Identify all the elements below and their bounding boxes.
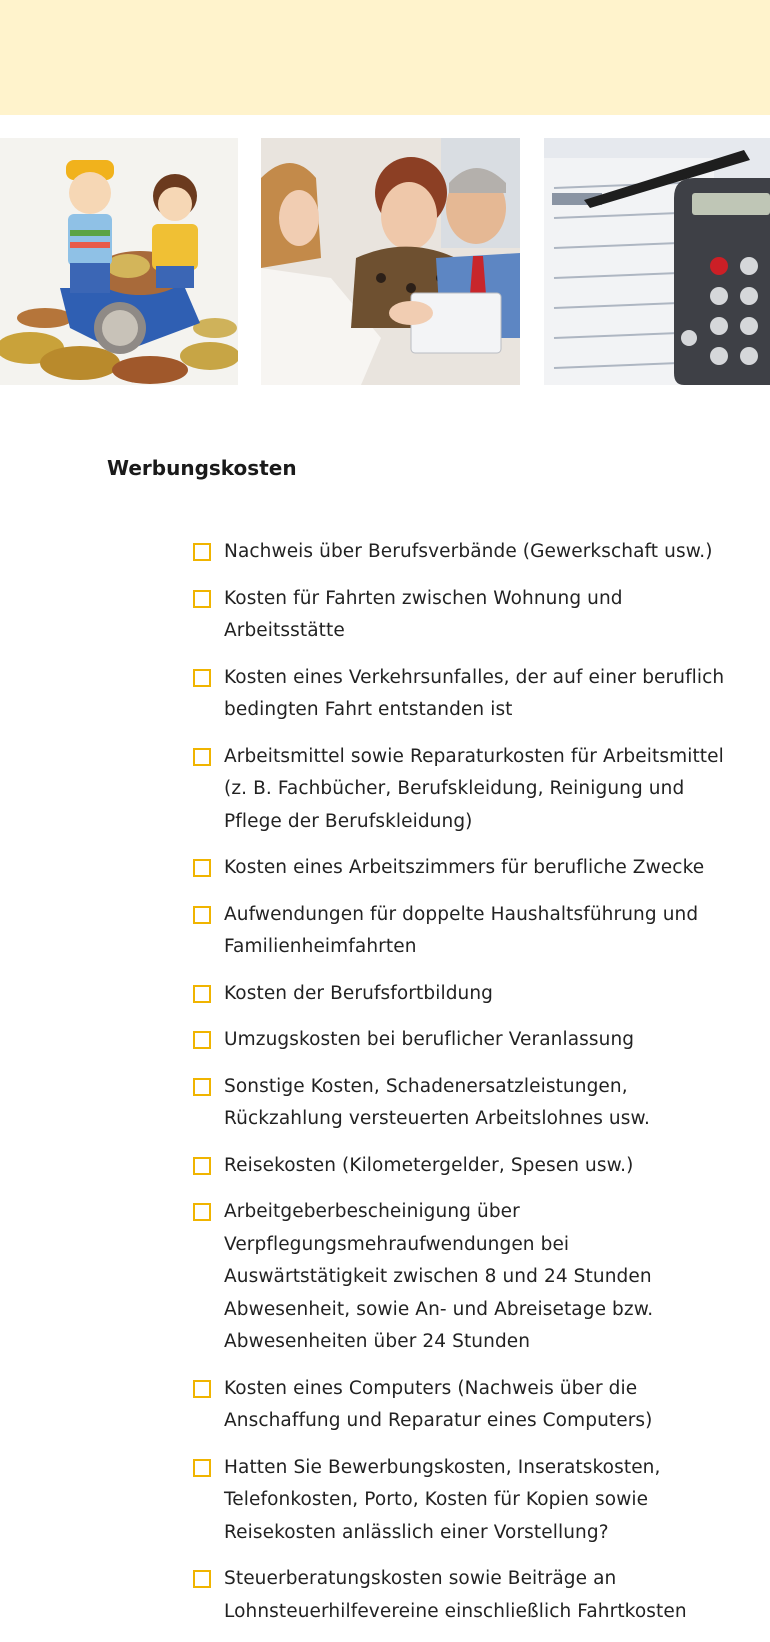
checklist-item-text: Kosten eines Verkehrsunfalles, der auf einer beruflich bedingten Fahrt entstanden ist [224, 666, 725, 720]
checkbox-icon[interactable] [193, 590, 211, 608]
checkbox-icon[interactable] [193, 543, 211, 561]
checkbox-icon[interactable] [193, 1459, 211, 1477]
checkbox-icon[interactable] [193, 1157, 211, 1175]
checklist-item [193, 899, 733, 964]
checklist-item [193, 1024, 733, 1057]
top-color-band [0, 0, 770, 115]
toy-figures-coins-photo [0, 138, 238, 385]
checklist-item-text: Aufwendungen für doppelte Haushaltsführung und Familienheimfahrten [224, 903, 699, 957]
checklist [193, 536, 733, 1642]
tax-form-calculator-photo [544, 138, 770, 385]
checklist-item-text: Umzugskosten bei beruflicher Veranlassung [224, 1029, 635, 1050]
consultation-photo [261, 138, 520, 385]
checklist-item-text: Kosten eines Arbeitszimmers für berufliche Zwecke [224, 857, 705, 878]
checklist-item-text: Arbeitgeberbescheinigung über Verpflegungsmehraufwendungen bei Auswärtstätigkeit zwischen 8 und 24 Stunden Abwesenheit, sowie An- und Abreisetage bzw. Abwesenheiten über 24 Stunden [224, 1201, 654, 1352]
checkbox-icon[interactable] [193, 1031, 211, 1049]
checkbox-icon[interactable] [193, 1570, 211, 1588]
checklist-item [193, 1563, 733, 1628]
checkbox-icon[interactable] [193, 669, 211, 687]
checklist-item [193, 1071, 733, 1136]
checkbox-icon[interactable] [193, 748, 211, 766]
checklist-item [193, 1373, 733, 1438]
checklist-item [193, 583, 733, 648]
section-heading: Werbungskosten [107, 456, 297, 480]
checkbox-icon[interactable] [193, 1078, 211, 1096]
checkbox-icon[interactable] [193, 1380, 211, 1398]
checklist-item [193, 741, 733, 839]
checklist-item [193, 536, 733, 569]
checkbox-icon[interactable] [193, 985, 211, 1003]
checklist-item-text: Steuerberatungskosten sowie Beiträge an Lohnsteuerhilfevereine einschließlich Fahrtkosten [224, 1568, 687, 1622]
checklist-item [193, 662, 733, 727]
checklist-item-text: Kosten für Fahrten zwischen Wohnung und Arbeitsstätte [224, 587, 623, 641]
checklist-item-text: Kosten der Berufsfortbildung [224, 982, 494, 1004]
checkbox-icon[interactable] [193, 906, 211, 924]
checklist-item-text: Arbeitsmittel sowie Reparaturkosten für Arbeitsmittel (z. B. Fachbücher, Berufskleidung, Reinigung und Pflege der Berufskleidung) [224, 745, 724, 832]
checkbox-icon[interactable] [193, 1203, 211, 1221]
checklist-item-text: Sonstige Kosten, Schadenersatzleistungen, Rückzahlung versteuerten Arbeitslohnes usw. [224, 1075, 650, 1129]
checklist-item [193, 978, 733, 1011]
checklist-item-text: Kosten eines Computers (Nachweis über die Anschaffung und Reparatur eines Computers) [224, 1377, 653, 1431]
checklist-item [193, 1196, 733, 1359]
checklist-item [193, 1150, 733, 1183]
checklist-item [193, 852, 733, 885]
checklist-item-text: Hatten Sie Bewerbungskosten, Inseratskosten, Telefonkosten, Porto, Kosten für Kopien sowie Reisekosten anlässlich einer Vorstellung? [224, 1456, 661, 1543]
checkbox-icon[interactable] [193, 859, 211, 877]
checklist-item [193, 1452, 733, 1550]
checklist-item-text: Nachweis über Berufsverbände (Gewerkschaft usw.) [224, 541, 713, 562]
checklist-item-text: Reisekosten (Kilometergelder, Spesen usw.) [224, 1154, 634, 1176]
